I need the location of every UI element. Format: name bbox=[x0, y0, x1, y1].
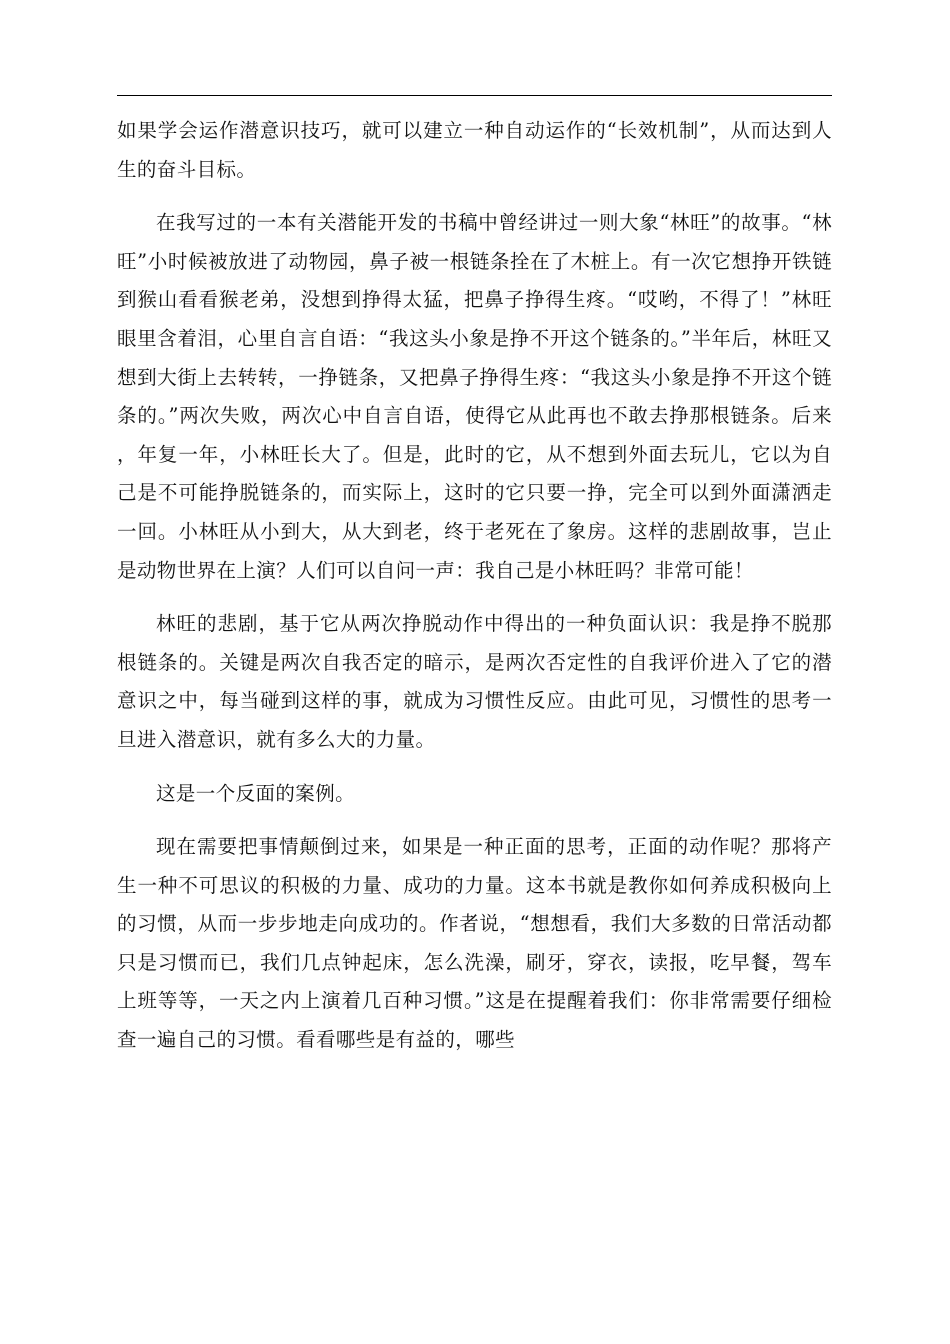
paragraph-1: 如果学会运作潜意识技巧，就可以建立一种自动运作的“长效机制”，从而达到人生的奋斗目标。 bbox=[117, 119, 832, 181]
paragraph-5: 现在需要把事情颠倒过来，如果是一种正面的思考，正面的动作呢？那将产生一种不可思议的积极的力量、成功的力量。这本书就是教你如何养成积极向上的习惯，从而一步步地走向成功的。作者说，“想想看，我们大多数的日常活动都只是习惯而已，我们几点钟起床，怎么洗澡，刷牙，穿衣，读报，吃早餐，驾车上班等等，一天之内上演着几百种习惯。”这是在提醒着我们：你非常需要仔细检查一遍自己的习惯。看看哪些是有益的，哪些 bbox=[117, 835, 832, 1052]
document-body bbox=[117, 112, 832, 1075]
paragraph-3: 林旺的悲剧，基于它从两次挣脱动作中得出的一种负面认识：我是挣不脱那根链条的。关键是两次自我否定的暗示，是两次否定性的自我评价进入了它的潜意识之中，每当碰到这样的事，就成为习惯性反应。由此可见，习惯性的思考一旦进入潜意识，就有多么大的力量。 bbox=[117, 612, 832, 751]
paragraph-2: 在我写过的一本有关潜能开发的书稿中曾经讲过一则大象“林旺”的故事。“林旺”小时候被放进了动物园，鼻子被一根链条拴在了木桩上。有一次它想挣开铁链到猴山看看猴老弟，没想到挣得太猛，把鼻子挣得生疼。“哎哟，不得了！”林旺眼里含着泪，心里自言自语：“我这头小象是挣不开这个链条的。”半年后，林旺又想到大街上去转转，一挣链条，又把鼻子挣得生疼：“我这头小象是挣不开这个链条的。”两次失败，两次心中自言自语，使得它从此再也不敢去挣那根链条。后来，年复一年，小林旺长大了。但是，此时的它，从不想到外面去玩儿，它以为自己是不可能挣脱链条的，而实际上，这时的它只要一挣，完全可以到外面潇洒走一回。小林旺从小到大，从大到老，终于老死在了象房。这样的悲剧故事，岂止是动物世界在上演？人们可以自问一声：我自己是小林旺吗？非常可能！ bbox=[117, 211, 832, 582]
paragraph-4: 这是一个反面的案例。 bbox=[156, 781, 356, 805]
header-rule bbox=[117, 95, 832, 96]
